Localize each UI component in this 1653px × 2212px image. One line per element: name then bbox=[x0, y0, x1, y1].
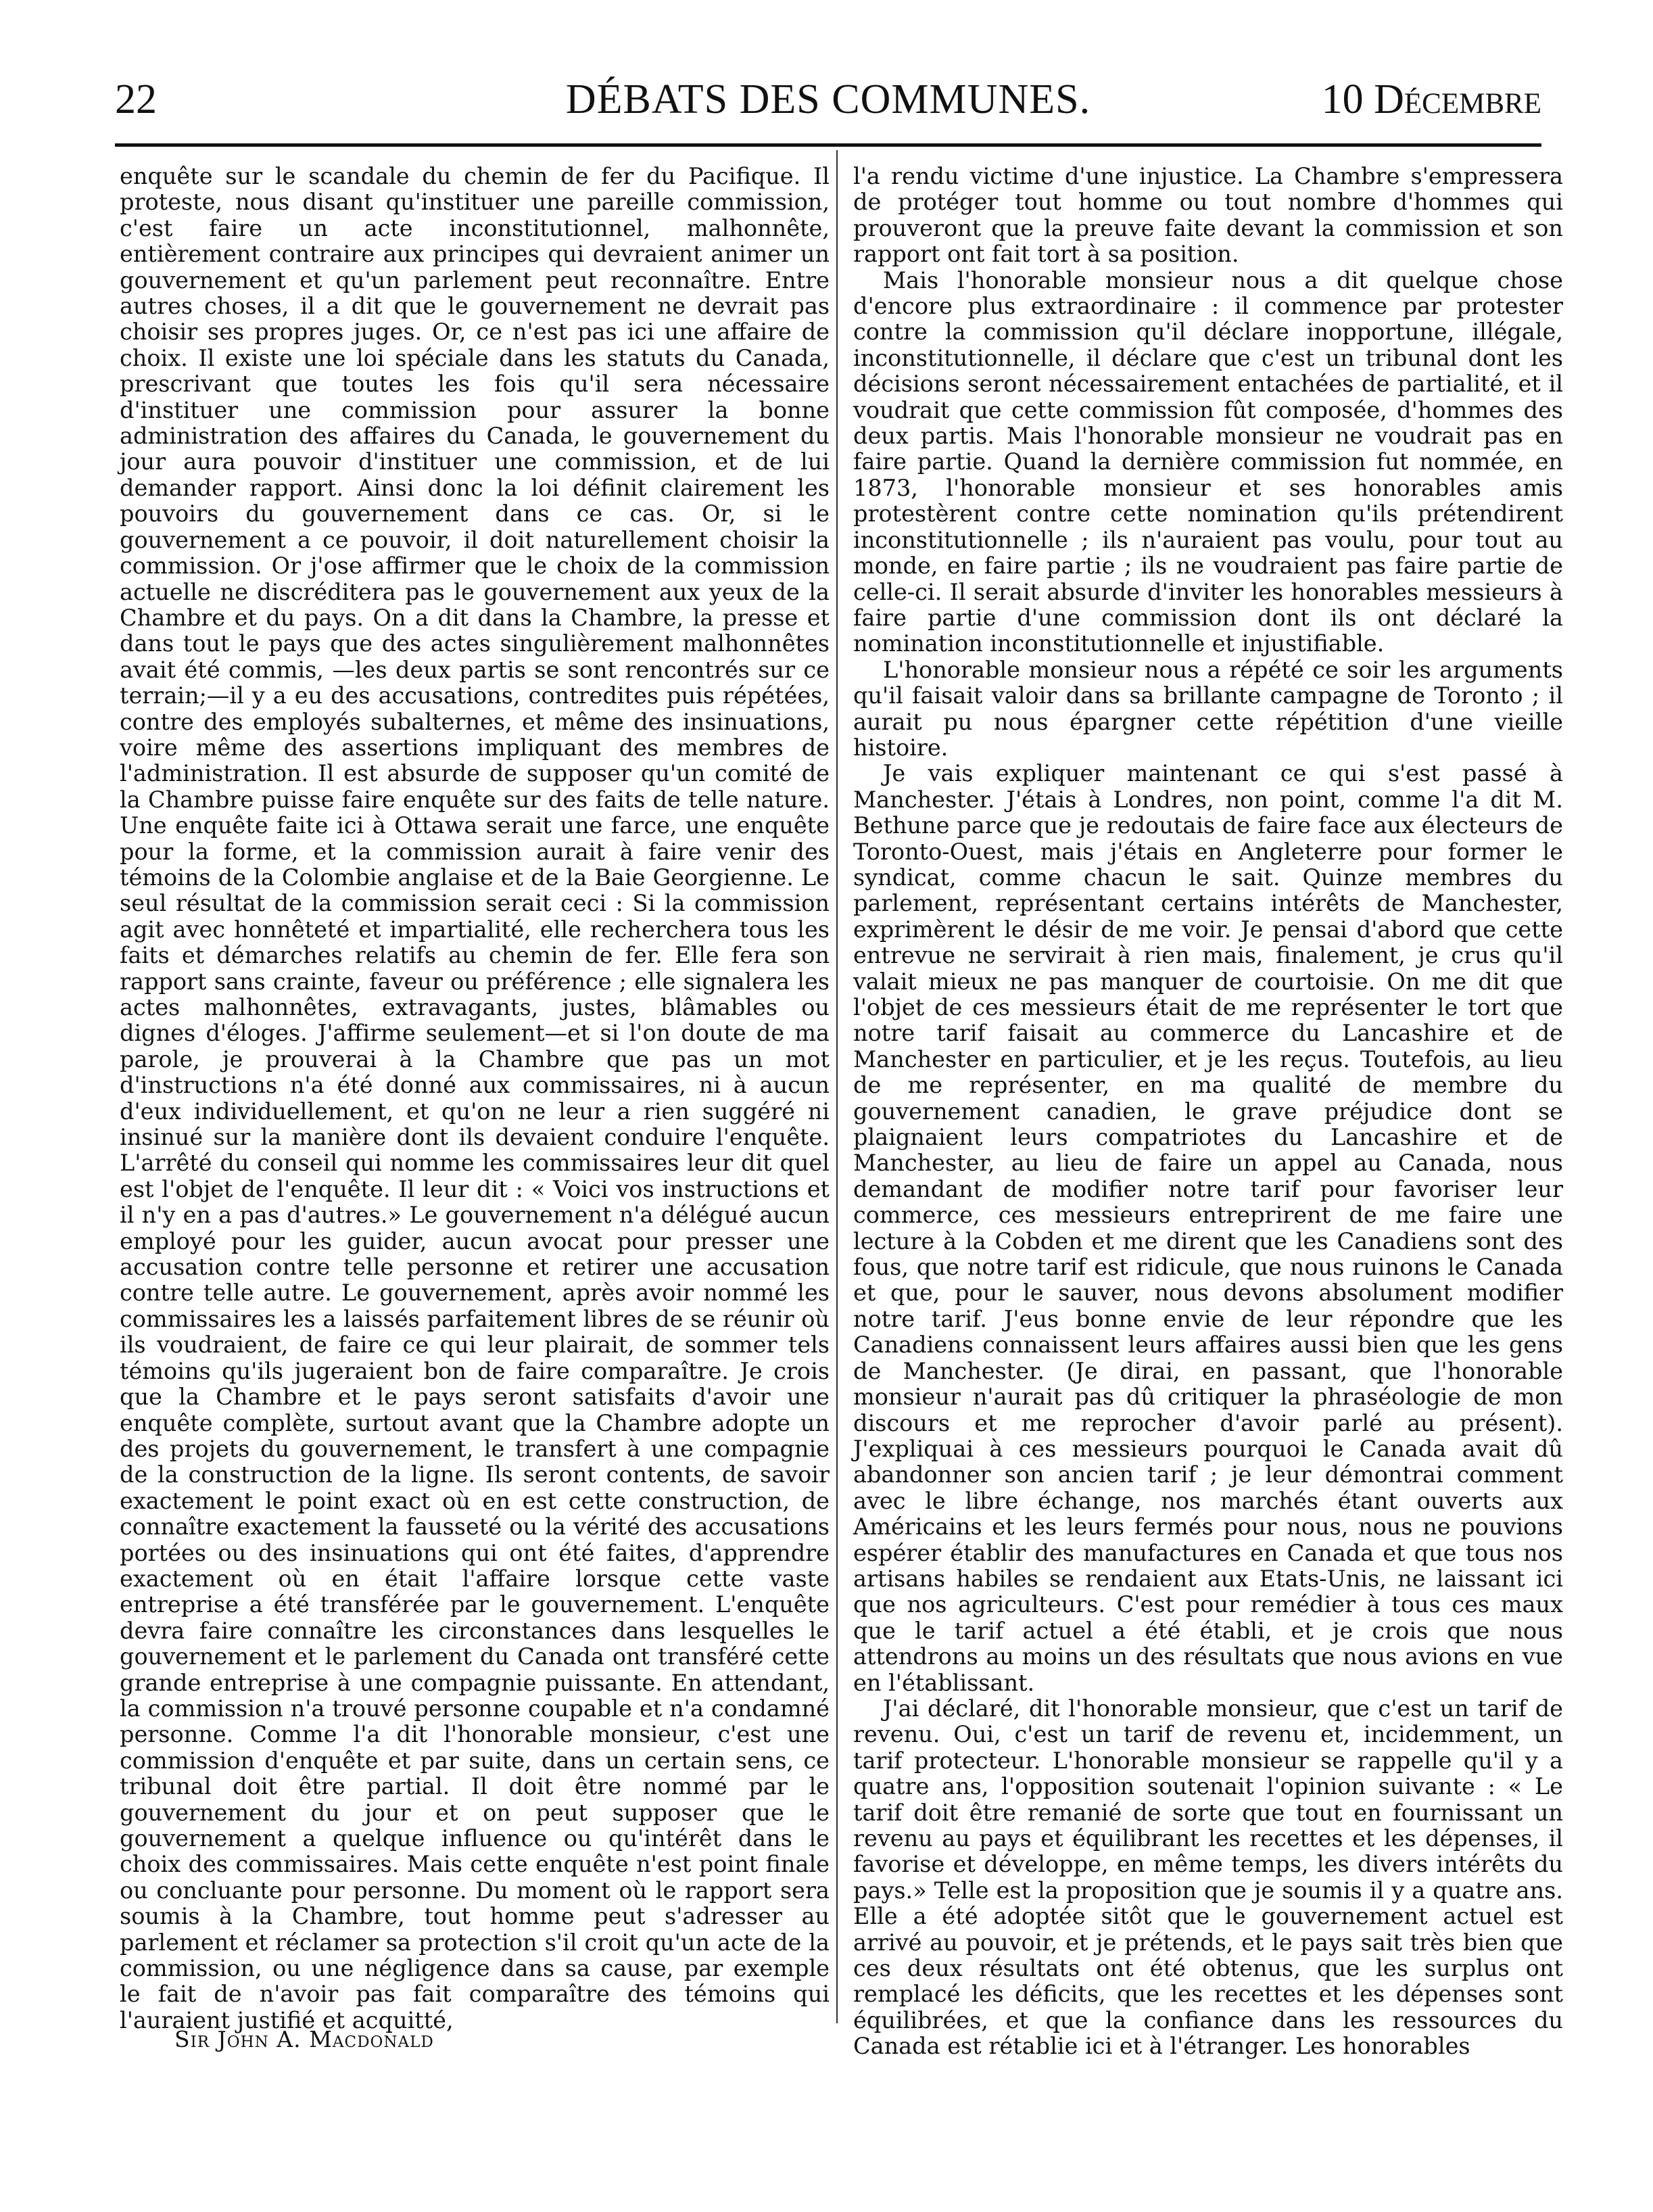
right-paragraph-2: Mais l'honorable monsieur nous a dit quelque chose d'encore plus extraordinaire : il commence par protester contre la commission qu'il déclare inopportune, illégale, inconstitutionnelle, il déclare que c'est un tribunal dont les décisions seront nécessairement entachées de partialité, et il voudrait que cette commission fût composée, d'hommes des deux partis. Mais l'honorable monsieur ne voudrait pas en faire partie. Quand la dernière commission fut nommée, en 1873, l'honorable monsieur et ses honorables amis protestèrent contre cette nomination qu'ils prétendirent inconstitutionnelle ; ils n'auraient pas voulu, pour tout au monde, en faire partie ; ils ne voudraient pas faire partie de celle-ci. Il serait absurde d'inviter les honorables messieurs à faire partie d'une commission dont ils ont déclaré la nomination inconstitutionnelle et injustifiable. bbox=[853, 266, 1563, 657]
left-paragraph-1: enquête sur le scandale du chemin de fer du Pacifique. Il proteste, nous disant qu'instituer une pareille commission, c'est faire un acte inconstitutionnel, malhonnête, entièrement contraire aux principes qui devraient animer un gouvernement et qu'un parlement peut reconnaître. Entre autres choses, il a dit que le gouvernement ne devrait pas choisir ses propres juges. Or, ce n'est pas ici une affaire de choix. Il existe une loi spéciale dans les statuts du Canada, prescrivant que toutes les fois qu'il sera nécessaire d'instituer une commission pour assurer la bonne administration des affaires du Canada, le gouvernement du jour aura pouvoir d'instituer une commission, et de lui demander rapport. Ainsi donc la loi définit clairement les pouvoirs du gouvernement dans ce cas. Or, si le gouvernement a ce pouvoir, il doit naturellement choisir la commission. Or j'ose affirmer que le choix de la commission actuelle ne discréditera pas le gouvernement aux yeux de la Chambre et du pays. On a dit dans la Chambre, la presse et dans tout le pays que des actes singulièrement malhonnêtes avait été commis, —les deux partis se sont rencontrés sur ce terrain;—il y a eu des accusations, contredites puis répétées, contre des employés subalternes, et même des insinuations, voire même des assertions impliquant des membres de l'administration. Il est absurde de supposer qu'un comité de la Chambre puisse faire enquête sur des faits de telle nature. Une enquête faite ici à Ottawa serait une farce, une enquête pour la forme, et la commission aurait à faire venir des témoins de la Colombie anglaise et de la Baie Georgienne. Le seul résultat de la commission serait ceci : Si la commission agit avec honnêteté et impartialité, elle recherchera tous les faits et démarches relatifs au chemin de fer. Elle fera son rapport sans crainte, faveur ou préférence ; elle signalera les actes malhonnêtes, extravagants, justes, blâmables ou dignes d'éloges. J'affirme seulement—et si l'on doute de ma parole, je prouverai à la Chambre que pas un mot d'instructions n'a été donné aux commissaires, ni à aucun d'eux individuellement, et qu'on ne leur a rien suggéré ni insinué sur la manière dont ils devaient conduire l'enquête. L'arrêté du conseil qui nomme les commissaires leur dit quel est l'objet de l'enquête. Il leur dit : « Voici vos instructions et il n'y en a pas d'autres.» Le gouvernement n'a délégué aucun employé pour les guider, aucun avocat pour presser une accusation contre telle personne et retirer une accusation contre telle autre. Le gouvernement, après avoir nommé les commissaires les a laissés parfaitement libres de se réunir où ils voudraient, de faire ce qui leur plairait, de sommer tels témoins qu'ils jugeraient bon de faire comparaître. Je crois que la Chambre et le pays seront satisfaits d'avoir une enquête complète, surtout avant que la Chambre adopte un des projets du gouvernement, le transfert à une compagnie de la construction de la ligne. Ils seront contents, de savoir exactement le point exact où en est cette construction, de connaître exactement la fausseté ou la vérité des accusations portées ou des insinuations qui ont été faites, d'apprendre exactement où en était l'affaire lorsque cette vaste entreprise a été transférée par le gouvernement. L'enquête devra faire connaître les circonstances dans lesquelles le gouvernement et le parlement du Canada ont transféré cette grande entreprise à une compagnie puissante. En attendant, la commission n'a trouvé personne coupable et n'a condamné personne. Comme l'a dit l'honorable monsieur, c'est une commission d'enquête et par suite, dans un certain sens, ce tribunal doit être partial. Il doit être nommé par le gouvernement du jour et on peut supposer que le gouvernement a quelque influence ou qu'intérêt dans le choix des commissaires. Mais cette enquête n'est point finale ou concluante pour personne. Du moment où le rapport sera soumis à la Chambre, tout homme peut s'adresser au parlement et réclamer sa protection s'il croit qu'un acte de la commission, ou une négligence dans sa cause, par exemple le fait de n'avoir pas fait comparaître des témoins qui l'auraient justifié et acquitté, bbox=[120, 163, 830, 2033]
page-header bbox=[115, 76, 1541, 130]
right-paragraph-3: L'honorable monsieur nous a répété ce soir les arguments qu'il faisait valoir dans sa brillante campagne de Toronto ; il aurait pu nous épargner cette répétition d'une vieille histoire. bbox=[853, 656, 1563, 761]
column-divider bbox=[836, 150, 838, 2023]
right-paragraph-1: l'a rendu victime d'une injustice. La Chambre s'empressera de protéger tout homme ou tout nombre d'hommes qui prouveront que la preuve faite devant la commission et son rapport ont fait tort à sa position. bbox=[853, 163, 1563, 268]
speaker-signature: Sir John A. Macdonald bbox=[174, 2026, 434, 2052]
right-column bbox=[853, 164, 1563, 2060]
header-date: 10 Décembre bbox=[1321, 76, 1541, 122]
running-title: DÉBATS DES COMMUNES. bbox=[565, 76, 1091, 122]
right-paragraph-5: J'ai déclaré, dit l'honorable monsieur, que c'est un tarif de revenu. Oui, c'est un tarif de revenu et, incidemment, un tarif protecteur. L'honorable monsieur se rappelle qu'il y a quatre ans, l'opposition soutenait l'opinion suivante : « Le tarif doit être remanié de sorte que tout en fournissant un revenu au pays et équilibrant les recettes et les dépenses, il favorise et développe, en même temps, les divers intérêts du pays.» Telle est la proposition que je soumis il y a quatre ans. Elle a été adoptée sitôt que le gouvernement actuel est arrivé au pouvoir, et je prétends, et le pays sait très bien que ces deux résultats ont été obtenus, que les surplus ont remplacé les déficits, que les recettes et les dépenses sont équilibrées, et que la confiance dans les ressources du Canada est rétablie ici et à l'étranger. Les honorables bbox=[853, 1695, 1563, 2060]
page-number: 22 bbox=[115, 76, 157, 122]
header-rule bbox=[115, 143, 1541, 147]
left-column bbox=[120, 164, 830, 2033]
right-paragraph-4: Je vais expliquer maintenant ce qui s'est passé à Manchester. J'étais à Londres, non point, comme l'a dit M. Bethune parce que je redoutais de faire face aux électeurs de Toronto-Ouest, mais j'étais en Angleterre pour former le syndicat, comme chacun le sait. Quinze membres du parlement, représentant certains intérêts de Manchester, exprimèrent le désir de me voir. Je pensai d'abord que cette entrevue ne servirait à rien mais, finalement, je crus qu'il valait mieux ne pas manquer de courtoisie. On me dit que l'objet de ces messieurs était de me représenter le tort que notre tarif faisait au commerce du Lancashire et de Manchester en particulier, et je les reçus. Toutefois, au lieu de me représenter, en ma qualité de membre du gouvernement canadien, le grave préjudice dont se plaignaient leurs compatriotes du Lancashire et de Manchester, au lieu de faire un appel au Canada, nous demandant de modifier notre tarif pour favoriser leur commerce, ces messieurs entreprirent de me faire une lecture à la Cobden et me dirent que les Canadiens sont des fous, que notre tarif est ridicule, que nous ruinons le Canada et que, pour le sauver, nous devons absolument modifier notre tarif. J'eus bonne envie de leur répondre que les Canadiens connaissent leurs affaires aussi bien que les gens de Manchester. (Je dirai, en passant, que l'honorable monsieur n'aurait pas dû critiquer la phraséologie de mon discours et me reprocher d'avoir parlé au présent). J'expliquai à ces messieurs pourquoi le Canada avait dû abandonner son ancien tarif ; je leur démontrai comment avec le libre échange, nos marchés étant ouverts aux Américains et les leurs fermés pour nous, nous ne pouvions espérer établir des manufactures en Canada et que tous nos artisans habiles se rendaient aux Etats-Unis, ne laissant ici que nos agriculteurs. C'est pour remédier à tous ces maux que le tarif actuel a été établi, et je crois que nous attendrons au moins un des résultats que nous avions en vue en l'établissant. bbox=[853, 760, 1563, 1696]
